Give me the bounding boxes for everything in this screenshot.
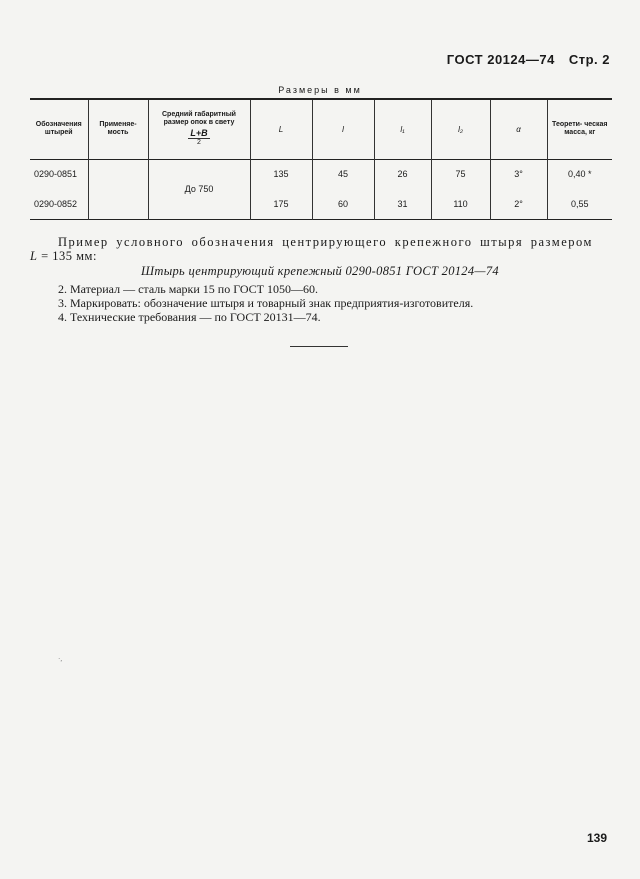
col-l: l bbox=[312, 99, 374, 159]
note-item: 4. Технические требования — по ГОСТ 20131—74. bbox=[58, 310, 321, 324]
cell-l: 45 bbox=[312, 159, 374, 189]
cell-applicability bbox=[88, 159, 148, 189]
example-size bbox=[30, 249, 97, 264]
example-size-var: L bbox=[30, 249, 38, 263]
end-rule bbox=[290, 346, 348, 347]
cell-avg-size: До 750 bbox=[148, 159, 250, 219]
col-alpha: α bbox=[490, 99, 547, 159]
dimensions-table bbox=[30, 98, 612, 220]
cell-alpha: 3° bbox=[490, 159, 547, 189]
table-row bbox=[30, 189, 612, 219]
cell-designation: 0290-0852 bbox=[30, 189, 88, 219]
cell-l2: 75 bbox=[431, 159, 490, 189]
cell-l1: 31 bbox=[374, 189, 431, 219]
col-mass: Теорети- ческая масса, кг bbox=[547, 99, 612, 159]
col-l1: l₁ bbox=[374, 99, 431, 159]
page-header bbox=[447, 52, 610, 67]
cell-mass: 0,55 bbox=[547, 189, 612, 219]
table-caption: Размеры в мм bbox=[278, 85, 362, 95]
fraction-denominator: 2 bbox=[197, 139, 201, 147]
size-fraction bbox=[188, 128, 209, 147]
cell-mass: 0,40 * bbox=[547, 159, 612, 189]
cell-applicability bbox=[88, 189, 148, 219]
example-intro: Пример условного обозначения центрирующего крепежного штыря размером bbox=[58, 235, 593, 249]
cell-alpha: 2° bbox=[490, 189, 547, 219]
notes-list bbox=[58, 282, 473, 324]
example-size-value: = 135 мм: bbox=[37, 249, 97, 263]
page-label: Стр. 2 bbox=[568, 52, 610, 67]
cell-L: 175 bbox=[250, 189, 312, 219]
col-designation: Обозначения штырей bbox=[30, 99, 88, 159]
page-number: 139 bbox=[587, 831, 608, 845]
col-l2: l₂ bbox=[431, 99, 490, 159]
col-applicability: Применяе- мость bbox=[88, 99, 148, 159]
note-item: 2. Материал — сталь марки 15 по ГОСТ 1050—60. bbox=[58, 282, 319, 296]
col-avg-size-label: Средний габаритный размер опок в свету bbox=[162, 111, 236, 127]
cell-l: 60 bbox=[312, 189, 374, 219]
cell-l1: 26 bbox=[374, 159, 431, 189]
cell-L: 135 bbox=[250, 159, 312, 189]
cell-l2: 110 bbox=[431, 189, 490, 219]
scan-speck: ·, bbox=[58, 655, 63, 663]
table-header-row bbox=[30, 99, 612, 159]
standard-number: ГОСТ 20124—74 bbox=[446, 52, 555, 67]
col-avg-size bbox=[148, 99, 250, 159]
table-row bbox=[30, 159, 612, 189]
fraction-numerator: L+B bbox=[190, 128, 208, 139]
cell-designation: 0290-0851 bbox=[30, 159, 88, 189]
example-designation: Штырь центрирующий крепежный 0290-0851 ГОСТ 20124—74 bbox=[141, 264, 499, 278]
col-L: L bbox=[250, 99, 312, 159]
note-item: 3. Маркировать: обозначение штыря и товарный знак предприятия-изготовителя. bbox=[58, 296, 474, 310]
